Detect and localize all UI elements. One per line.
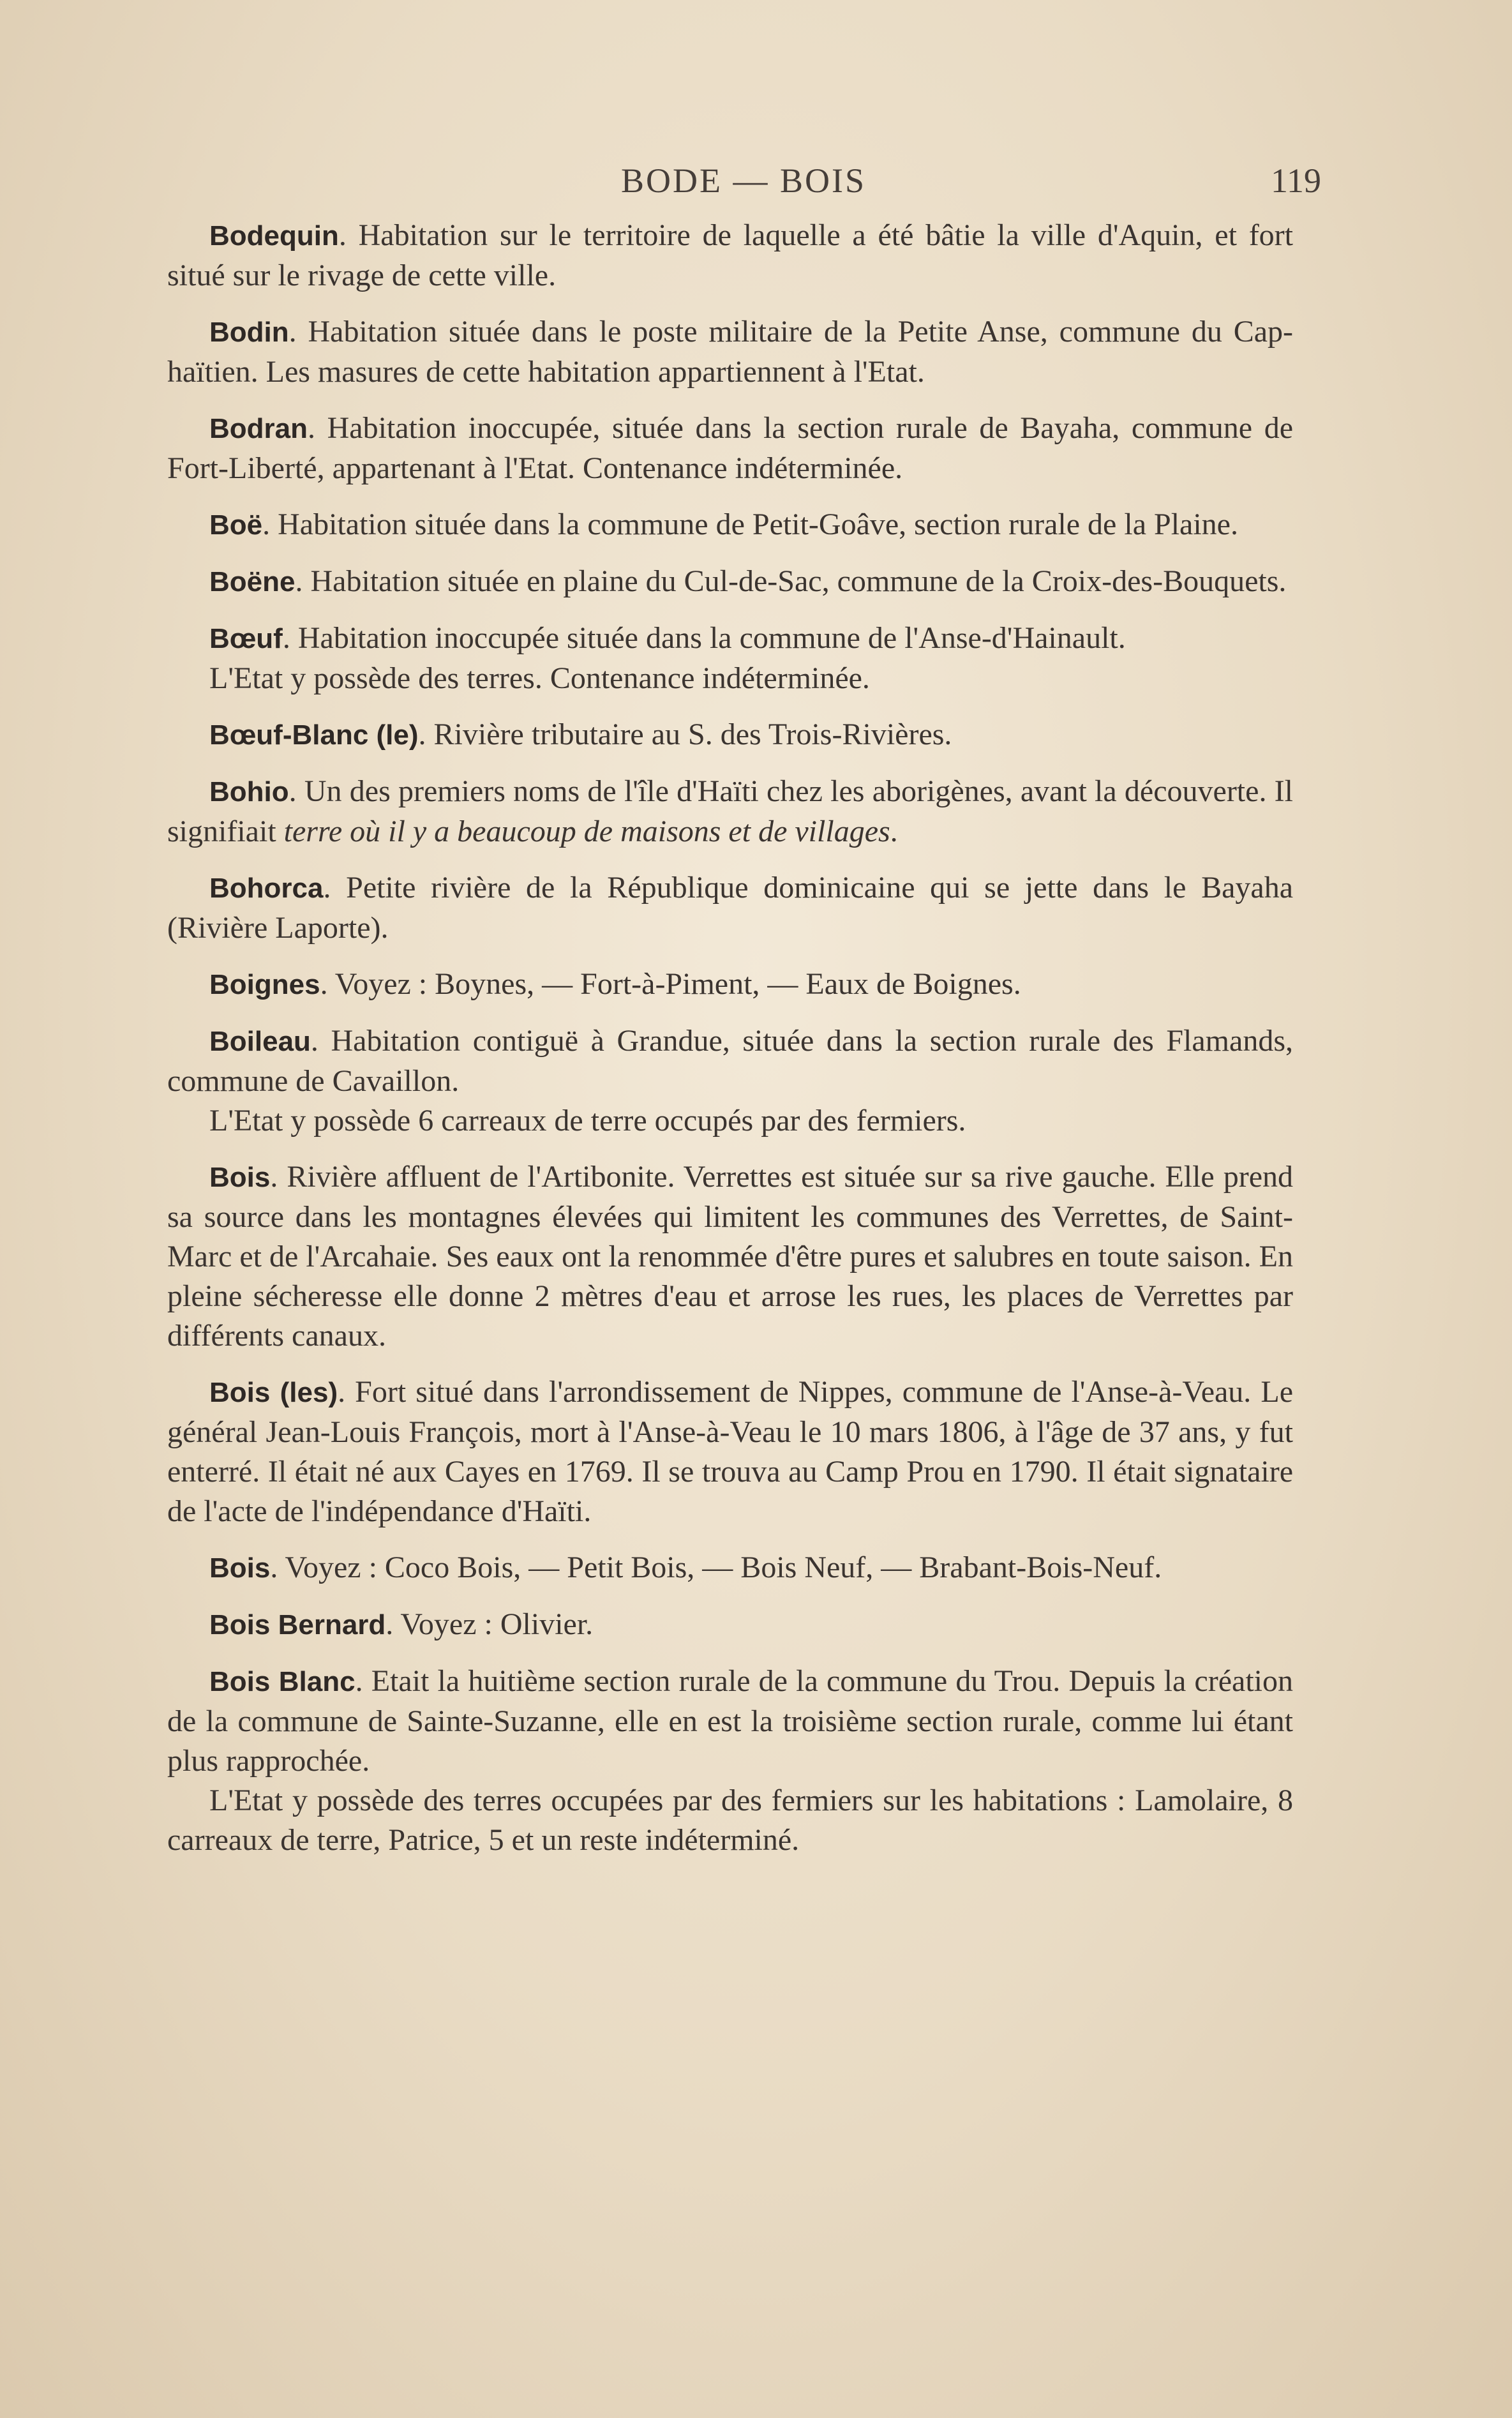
entry-paragraph xyxy=(167,715,1293,755)
entry-boeuf xyxy=(167,619,1293,698)
headword: Bohio xyxy=(209,776,289,807)
page-number: 119 xyxy=(1271,161,1321,200)
headword: Boë xyxy=(209,509,263,541)
definition: . Habitation contiguë à Grandue, située dans la section rurale des Flamands, commune de Cavaillon. xyxy=(167,1024,1293,1098)
definition: . Petite rivière de la République dominicaine qui se jette dans le Bayaha (Rivière Laporte). xyxy=(167,871,1293,945)
headword: Bœuf xyxy=(209,623,283,654)
entry-paragraph xyxy=(167,1662,1293,1781)
running-title: BODE — BOIS xyxy=(620,161,867,200)
entry-paragraph xyxy=(167,505,1293,545)
definition: . Rivière affluent de l'Artibonite. Verrettes est située sur sa rive gauche. Elle prend sa source dans les montagnes élevées qui limitent les communes des Verrettes, de Saint-Marc et de l'Arcahaie. Ses eaux ont la renommée d'être pures et salubres en toute saison. En pleine sécheresse elle donne 2 mètres d'eau et arrose les rues, les places de Verrettes par différents canaux. xyxy=(167,1160,1293,1353)
entry-bois-blanc xyxy=(167,1662,1293,1860)
entry-paragraph xyxy=(167,1021,1293,1101)
headword: Bois Blanc xyxy=(209,1666,356,1697)
entry-boileau xyxy=(167,1021,1293,1141)
definition: . Habitation située dans la commune de Petit-Goâve, section rurale de la Plaine. xyxy=(262,507,1238,541)
headword: Bodran xyxy=(209,413,308,444)
entry-paragraph xyxy=(167,1157,1293,1356)
entry-paragraph xyxy=(167,965,1293,1005)
entry-paragraph xyxy=(167,562,1293,602)
entry-boene xyxy=(167,562,1293,602)
entry-bodran xyxy=(167,409,1293,488)
entry-paragraph xyxy=(167,409,1293,488)
entry-paragraph xyxy=(167,619,1293,659)
entry-bois-riviere xyxy=(167,1157,1293,1356)
headword: Boëne xyxy=(209,566,296,597)
definition: . Habitation située dans le poste militaire de la Petite Anse, commune du Cap-haïtien. Les masures de cette habitation appartiennent à l'Etat. xyxy=(167,315,1293,389)
entry-bois-les xyxy=(167,1372,1293,1531)
definition: . Habitation sur le territoire de laquelle a été bâtie la ville d'Aquin, et fort situé sur le rivage de cette ville. xyxy=(167,218,1293,292)
definition: . Voyez : Coco Bois, — Petit Bois, — Bois Neuf, — Brabant-Bois-Neuf. xyxy=(270,1551,1162,1584)
definition: . Un des premiers noms de l'île d'Haïti chez les aborigènes, avant la découverte. Il signifiait xyxy=(167,774,1293,848)
entry-bohio xyxy=(167,772,1293,852)
page-header xyxy=(166,161,1321,206)
entry-paragraph xyxy=(167,1372,1293,1531)
entry-boeuf-blanc xyxy=(167,715,1293,755)
definition: . Habitation située en plaine du Cul-de-Sac, commune de la Croix-des-Bouquets. xyxy=(295,564,1287,598)
entry-bodequin xyxy=(167,216,1293,296)
definition: . Rivière tributaire au S. des Trois-Rivières. xyxy=(418,717,952,751)
italic-gloss: terre où il y a beaucoup de maisons et de villages xyxy=(283,815,890,848)
entry-note: L'Etat y possède des terres occupées par des fermiers sur les habitations : Lamolaire, 8 carreaux de terre, Patrice, 5 et un reste indéterminé. xyxy=(167,1783,1293,1857)
entry-bois-bernard xyxy=(167,1605,1293,1645)
entry-paragraph xyxy=(167,772,1293,852)
entry-bodin xyxy=(167,312,1293,392)
definition: . Etait la huitième section rurale de la commune du Trou. Depuis la création de la commune de Sainte-Suzanne, elle en est la troisième section rurale, comme lui étant plus rapprochée. xyxy=(167,1664,1293,1778)
headword: Bohorca xyxy=(209,873,324,904)
headword: Bodin xyxy=(209,317,289,348)
headword: Bœuf-Blanc (le) xyxy=(209,719,419,751)
entry-boe xyxy=(167,505,1293,545)
entry-paragraph xyxy=(167,312,1293,392)
entry-paragraph xyxy=(167,1548,1293,1588)
headword: Bois Bernard xyxy=(209,1609,386,1641)
definition: . Voyez : Boynes, — Fort-à-Piment, — Eaux de Boignes. xyxy=(320,967,1021,1001)
entry-note: L'Etat y possède 6 carreaux de terre occupés par des fermiers. xyxy=(209,1104,966,1138)
headword: Boileau xyxy=(209,1026,311,1057)
definition: . Voyez : Olivier. xyxy=(385,1607,594,1641)
definition: . Fort situé dans l'arrondissement de Nippes, commune de l'Anse-à-Veau. Le général Jean-Louis François, mort à l'Anse-à-Veau le 10 mars 1806, à l'âge de 37 ans, y fut enterré. Il était né aux Cayes en 1769. Il se trouva au Camp Prou en 1790. Il était signataire de l'acte de l'indépendance d'Haïti. xyxy=(167,1375,1293,1528)
definition: . Habitation inoccupée située dans la commune de l'Anse-d'Hainault. xyxy=(282,621,1126,655)
headword: Bois xyxy=(209,1552,271,1584)
entry-boignes xyxy=(167,965,1293,1005)
headword: Boignes xyxy=(209,969,320,1000)
entry-bohorca xyxy=(167,868,1293,948)
headword: Bodequin xyxy=(209,220,339,252)
entry-note: L'Etat y possède des terres. Contenance indéterminée. xyxy=(209,661,870,695)
entry-paragraph xyxy=(167,1605,1293,1645)
headword: Bois xyxy=(209,1162,271,1193)
dictionary-entries xyxy=(167,216,1293,1877)
definition-end: . xyxy=(890,815,898,848)
definition: . Habitation inoccupée, située dans la section rurale de Bayaha, commune de Fort-Liberté, appartenant à l'Etat. Contenance indéterminée. xyxy=(167,411,1293,485)
headword: Bois (les) xyxy=(209,1377,338,1408)
entry-paragraph xyxy=(167,868,1293,948)
entry-paragraph xyxy=(167,216,1293,296)
entry-bois-voyez xyxy=(167,1548,1293,1588)
